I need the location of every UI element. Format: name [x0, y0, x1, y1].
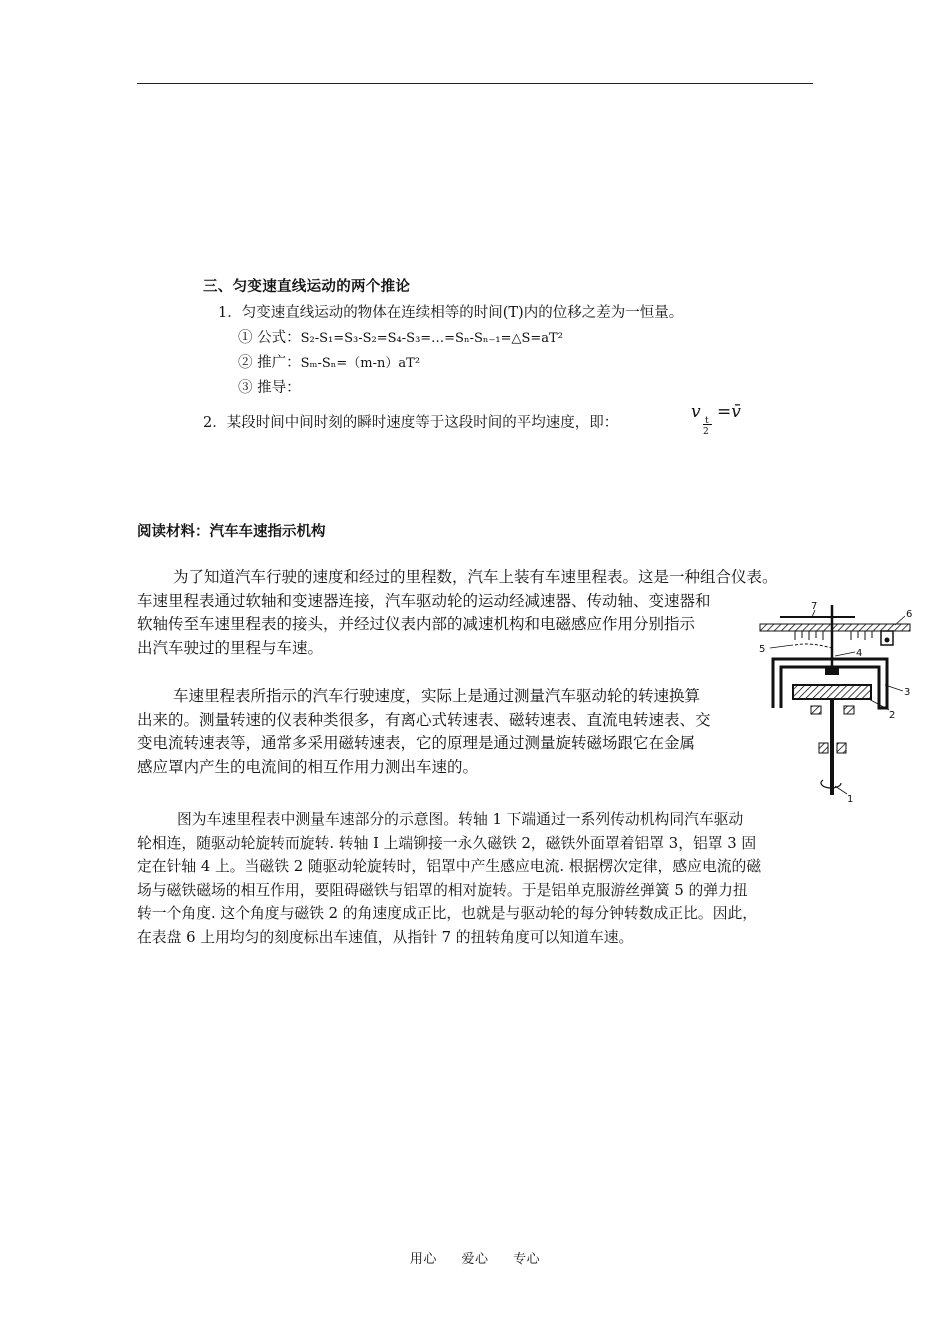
speedometer-diagram: [755, 600, 920, 805]
para1-line: 为了知道汽车行驶的速度和经过的里程数，汽车上装有车速里程表。这是一种组合仪表。: [173, 568, 778, 586]
header-rule: [137, 83, 813, 84]
formula-label: ① 公式：: [238, 330, 301, 346]
label-7: 7: [811, 601, 818, 612]
para2-line: 感应罩内产生的电流间的相互作用力测出车速的。: [137, 757, 479, 776]
dial-scale: [795, 631, 872, 640]
label-3: 3: [904, 687, 911, 698]
page-footer: [0, 1248, 950, 1267]
formula-text: S₂-S₁=S₃-S₂=S₄-S₃=…=Sₙ-Sₙ₋₁=△S=aT²: [300, 331, 563, 346]
footer-item: 用心: [409, 1252, 437, 1267]
reading-paragraph-3: [137, 808, 761, 949]
para3-line: 转一个角度. 这个角度与磁铁 2 的角速度成正比，也就是与驱动轮的每分钟转数成正比。因此，: [137, 905, 758, 922]
label-1: 1: [847, 794, 854, 805]
inference-2: 2．某段时间中间时刻的瞬时速度等于这段时间的平均速度，即：: [203, 415, 619, 431]
formula-sub-2: 2: [703, 427, 709, 437]
label-6: 6: [906, 609, 913, 620]
para3-line: 场与磁铁磁场的相互作用，要阻碍磁铁与铝罩的相对旋转。于是铝单克服游丝弹簧 5 的弹力扭: [137, 881, 748, 899]
reading-paragraph-2: [137, 685, 711, 779]
formula-line: [238, 326, 563, 347]
label-4: 4: [856, 648, 863, 659]
mid-time-velocity-formula: [689, 400, 749, 446]
label-2: 2: [889, 710, 896, 721]
para2-line: 车速里程表所指示的汽车行驶速度，实际上是通过测量汽车驱动轮的转速换算: [173, 687, 701, 705]
para1-line: 出汽车驶过的里程与车速。: [137, 638, 324, 657]
corollary-line: [238, 351, 420, 372]
footer-item: 爱心: [461, 1252, 489, 1267]
para1-line: 软轴传至车速里程表的接头，并经过仪表内部的减速机构和电磁感应作用分别指示: [137, 615, 696, 633]
reading-paragraph-1: [137, 566, 778, 660]
para3-line: 定在针轴 4 上。当磁铁 2 随驱动轮旋转时，铝罩中产生感应电流. 根据楞次定律，感应电流的磁: [137, 858, 762, 875]
derivation-label: ③ 推导：: [238, 380, 301, 396]
reading-title: 阅读材料：汽车车速指示机构: [137, 524, 326, 540]
section-title: 三、匀变速直线运动的两个推论: [203, 279, 411, 295]
para2-line: 变电流转速表等，通常多采用磁转速表，它的原理是通过测量旋转磁场跟它在金属: [137, 734, 696, 752]
para1-line: 车速里程表通过软轴和变速器连接，汽车驱动轮的运动经减速器、传动轴、变速器和: [137, 591, 711, 610]
para3-line: 轮相连，随驱动轮旋转而旋转. 转轴 I 上端铆接一永久磁铁 2，磁铁外面罩着铝罩 3，铝罩 3 固: [137, 834, 757, 852]
hairspring: [795, 644, 832, 648]
permanent-magnet: [793, 685, 871, 699]
formula-v-symbol: v: [691, 402, 701, 422]
inference-1: 1．匀变速直线运动的物体在连续相等的时间(T)内的位移之差为一恒量。: [218, 305, 684, 321]
formula-eq: =v̄: [717, 402, 741, 422]
footer-item: 专心: [513, 1252, 541, 1267]
fraction-bar: [703, 424, 712, 425]
para3-line: 在表盘 6 上用均匀的刻度标出车速值，从指针 7 的扭转角度可以知道车速。: [137, 928, 634, 946]
label-5: 5: [759, 644, 766, 655]
para3-line: 图为车速里程表中测量车速部分的示意图。转轴 1 下端通过一系列传动机构同汽车驱动: [177, 811, 744, 828]
dial-plate: [760, 624, 910, 631]
corollary-text: Sₘ-Sₙ=（m-n）aT²: [300, 356, 421, 371]
para2-line: 出来的。测量转速的仪表种类很多，有离心式转速表、磁转速表、直流电转速表、交: [137, 710, 711, 729]
formula-sub-t: t: [705, 416, 709, 426]
corollary-label: ② 推广：: [238, 355, 301, 371]
